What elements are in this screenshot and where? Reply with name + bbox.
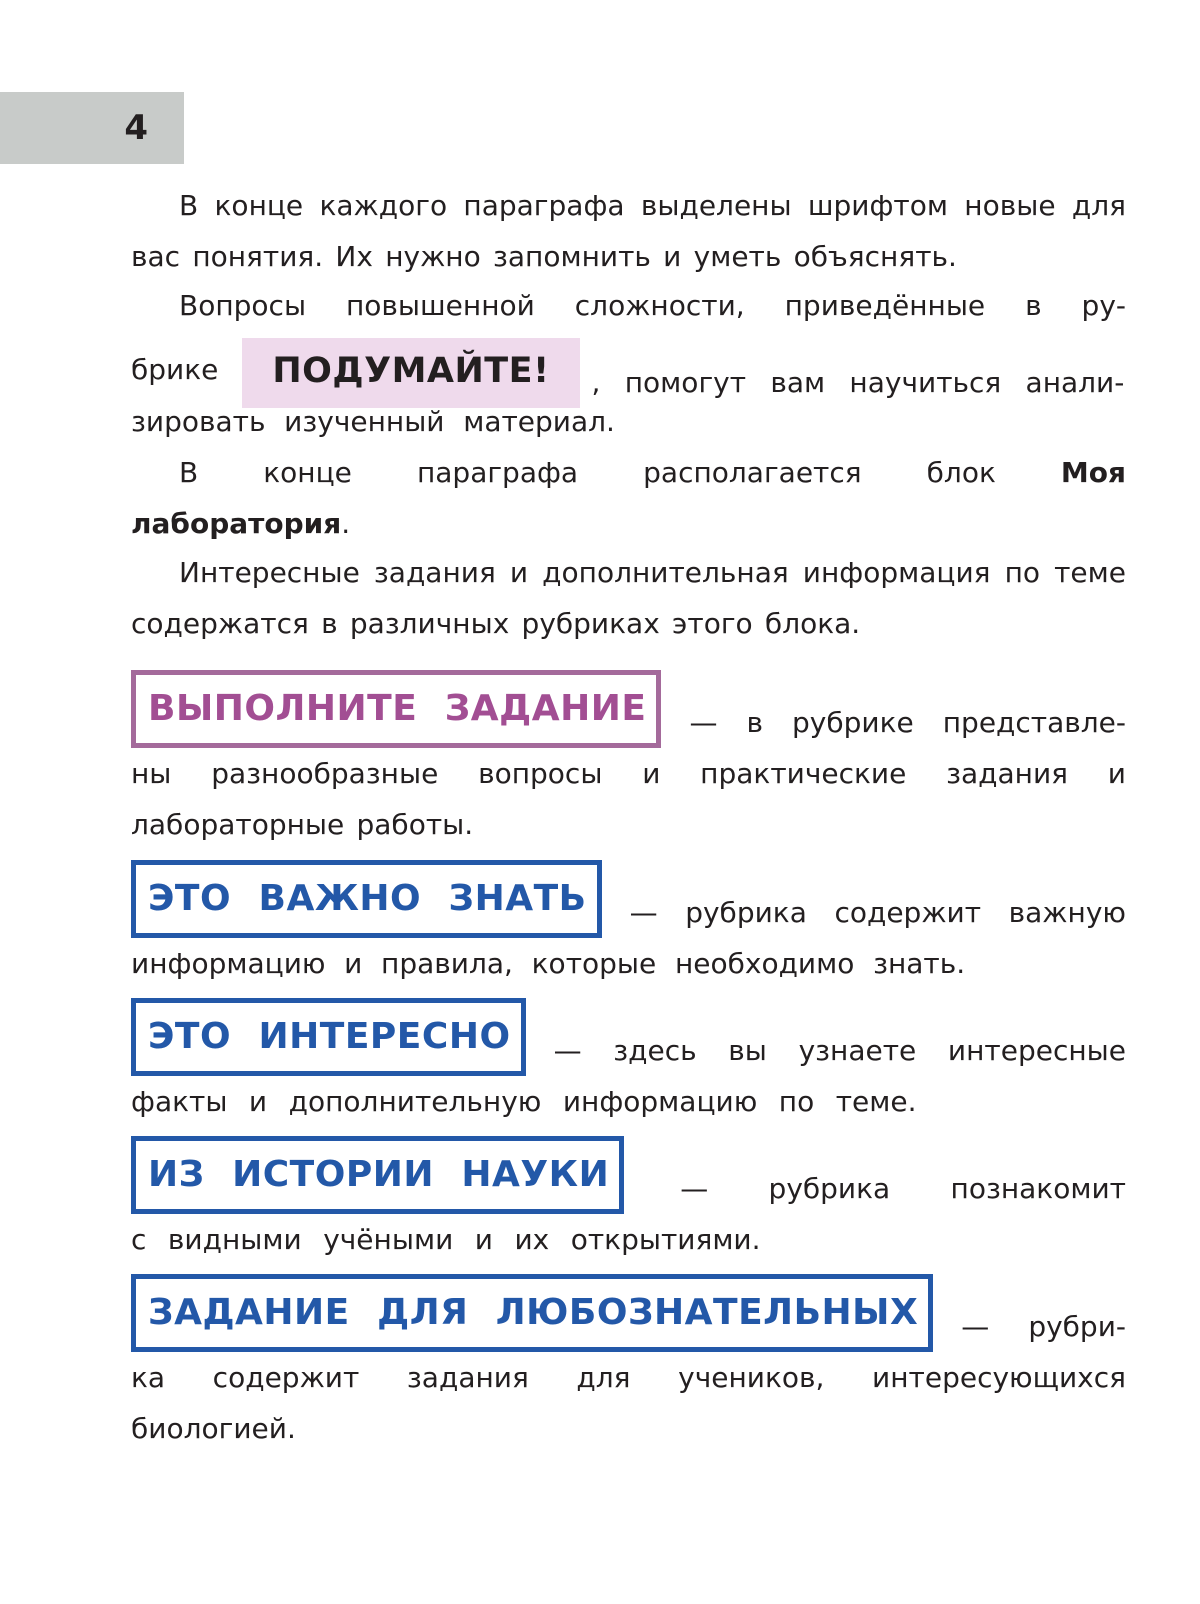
rubric-row-curious (131, 1274, 1126, 1352)
rubric-row-task (131, 670, 1126, 748)
rubric-tail-word: содержит (834, 896, 982, 929)
rubric-tail-word: — (553, 1034, 582, 1067)
rubric-label-curious: ЗАДАНИЕ ДЛЯ ЛЮБОЗНАТЕЛЬНЫХ (131, 1274, 933, 1352)
rubric-label-task: ВЫПОЛНИТЕ ЗАДАНИЕ (131, 670, 661, 748)
rubric-desc-interesting: факты и дополнительную информацию по теме. (131, 1085, 917, 1118)
paragraph-rubrics-intro: Интересные задания и дополнительная информация по теме содержатся в различных рубриках этого блока. (131, 556, 1126, 640)
rubric-tail-word: рубрика (768, 1172, 891, 1205)
rubric-tail-word: — (689, 706, 718, 739)
rubric-tail-word: — (680, 1172, 709, 1205)
rubric-desc-task: ны разнообразные вопросы и практические задания и лабораторные работы. (131, 757, 1126, 841)
paragraph-new-terms: В конце каждого параграфа выделены шрифтом новые для вас понятия. Их нужно запомнить и уметь объяснять. (131, 189, 1126, 273)
rubric-tail-word: познакомит (950, 1172, 1126, 1205)
rubric-tail-word: здесь (613, 1034, 697, 1067)
rubric-block-important (131, 860, 1126, 989)
rubric-tail-word: — (961, 1310, 990, 1343)
rubric-label-interesting: ЭТО ИНТЕРЕСНО (131, 998, 526, 1076)
rubric-desc-important: информацию и правила, которые необходимо знать. (131, 947, 966, 980)
rubric-block-interesting (131, 998, 1126, 1127)
rubric-tail-word: рубрика (685, 896, 807, 929)
rubric-tail-word: интересные (947, 1034, 1126, 1067)
my-lab-term: Моя лаборатория (131, 456, 1126, 540)
page-number: 4 (0, 92, 184, 164)
paragraph-think-after-badge: , помогут вам научиться анали- (591, 366, 1125, 399)
rubric-tail-word: рубрике (791, 706, 914, 739)
rubric-block-task (131, 670, 1126, 850)
rubric-tail-word: — (629, 896, 658, 929)
rubric-label-history: ИЗ ИСТОРИИ НАУКИ (131, 1136, 624, 1214)
rubric-row-important (131, 860, 1126, 938)
rubric-label-important: ЭТО ВАЖНО ЗНАТЬ (131, 860, 602, 938)
paragraph-think-line1: Вопросы повышенной сложности, приведённые в ру- (179, 289, 1126, 322)
rubric-row-interesting (131, 998, 1126, 1076)
think-badge: ПОДУМАЙТЕ! (242, 338, 579, 408)
rubric-desc-history: с видными учёными и их открытиями. (131, 1223, 761, 1256)
rubric-block-curious (131, 1274, 1126, 1454)
rubric-tail-curious (961, 1301, 1126, 1352)
intro-section (131, 180, 1126, 282)
paragraph-lab-text: В конце параграфа располагается блок (179, 456, 1061, 489)
paragraph-lab-end: . (341, 507, 351, 540)
rubric-tail-word: в (746, 706, 763, 739)
rubric-tail-important (630, 887, 1126, 938)
rubric-tail-word: представле- (942, 706, 1126, 739)
rubric-tail-word: рубри- (1028, 1310, 1126, 1343)
lab-paragraph (131, 447, 1126, 549)
rubric-desc-curious: ка содержит задания для учеников, интересующихся биологией. (131, 1361, 1126, 1445)
rubric-block-history (131, 1136, 1126, 1265)
paragraph-think-before-badge: брике (131, 353, 219, 386)
rubric-tail-task (689, 697, 1126, 748)
paragraph-think-line3: зировать изученный материал. (131, 405, 615, 438)
think-paragraph (131, 280, 1126, 331)
rubric-tail-word: вы (728, 1034, 767, 1067)
think-paragraph-end (131, 396, 1126, 447)
rubric-tail-interesting (554, 1025, 1126, 1076)
rubrics-intro (131, 547, 1126, 649)
paragraph-lab (131, 447, 1126, 549)
rubric-row-history (131, 1136, 1126, 1214)
rubric-tail-word: узнаете (798, 1034, 917, 1067)
rubric-tail-word: важную (1008, 896, 1126, 929)
rubric-tail-history (680, 1163, 1126, 1214)
